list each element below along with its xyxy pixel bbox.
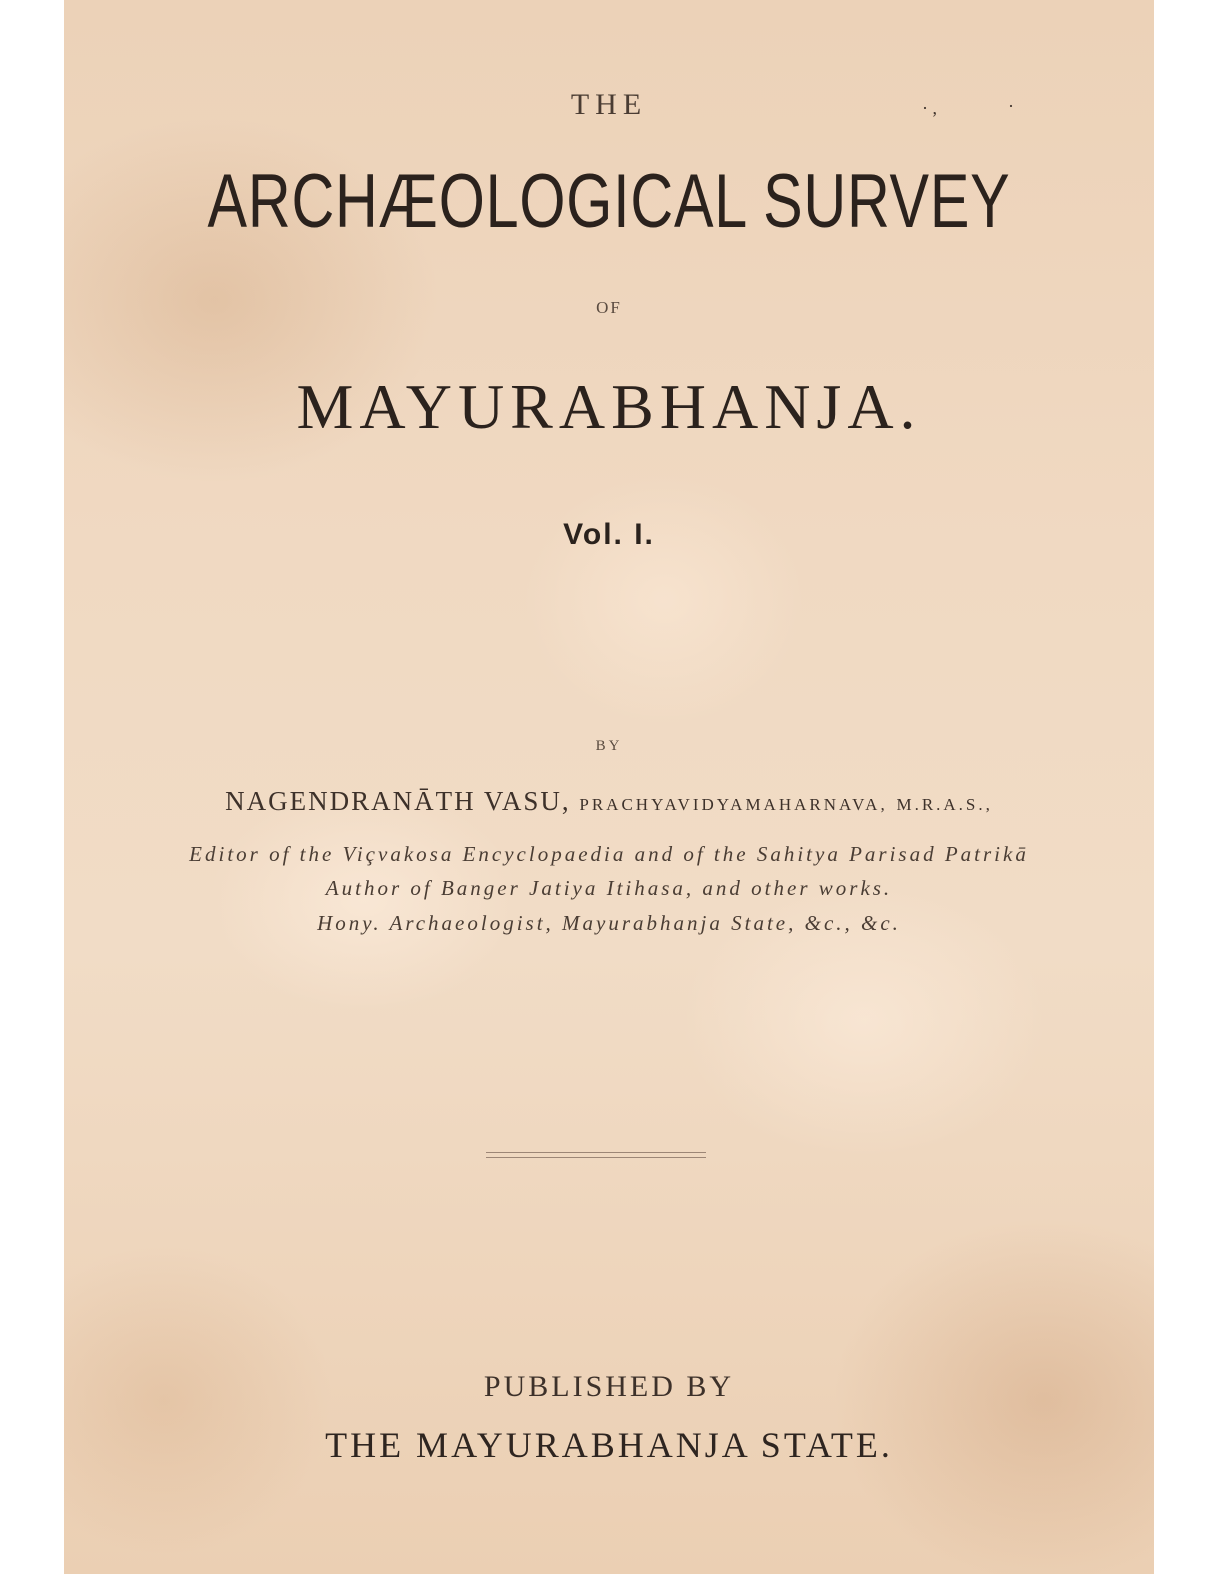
author-credential-editor: Editor of the Viçvakosa Encyclopaedia and of the Sahitya Parisad Patrikā xyxy=(189,842,1029,866)
author-name: NAGENDRANĀTH VASU, xyxy=(225,786,571,816)
author-line xyxy=(64,786,1154,817)
region-title: MAYURABHANJA. xyxy=(296,371,922,442)
title-page xyxy=(64,0,1154,1574)
publisher-name: THE MAYURABHANJA STATE. xyxy=(325,1425,893,1465)
author-title: PRACHYAVIDYAMAHARNAVA, xyxy=(579,795,888,814)
author-credential-works: Author of Banger Jatiya Itihasa, and other works. xyxy=(325,876,893,900)
divider-rule xyxy=(486,1152,706,1158)
stray-mark: · xyxy=(1008,96,1014,116)
volume-label: Vol. I. xyxy=(563,518,655,551)
title-of: OF xyxy=(596,298,622,317)
author-credential-archaeologist: Hony. Archaeologist, Mayurabhanja State, &c., &c. xyxy=(317,911,901,935)
title-article: THE xyxy=(570,88,648,121)
author-suffix: M.R.A.S., xyxy=(896,795,993,814)
main-title: ARCHÆOLOGICAL SURVEY xyxy=(207,159,1011,244)
stray-marks: · , xyxy=(922,98,937,118)
published-by-label: PUBLISHED BY xyxy=(483,1370,735,1403)
by-label: BY xyxy=(595,738,623,754)
